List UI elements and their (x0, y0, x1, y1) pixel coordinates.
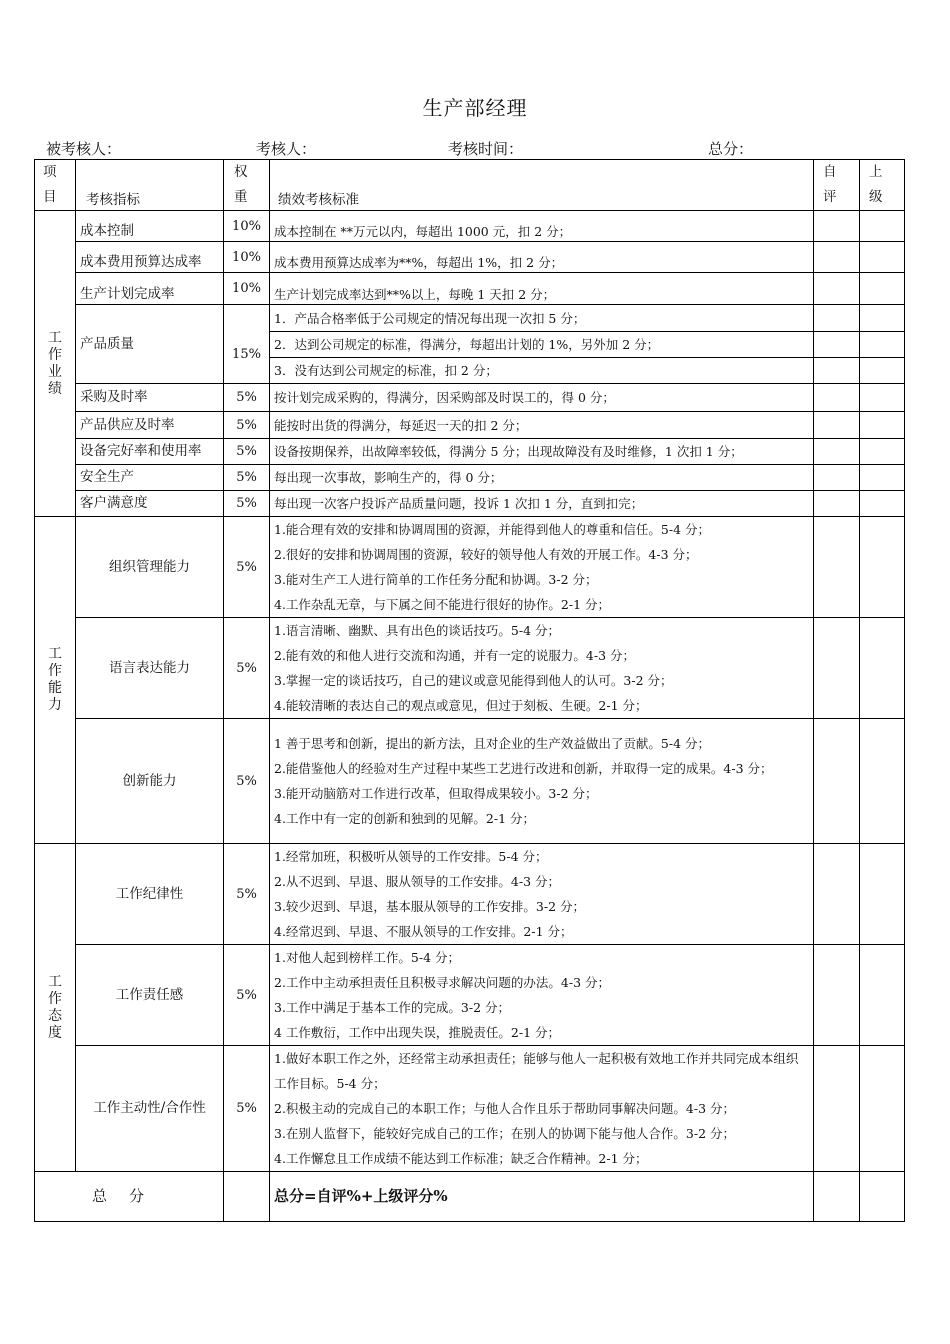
category-char: 工 (48, 646, 62, 662)
indicator-cell: 成本控制 (76, 211, 224, 242)
table-row (35, 945, 905, 1046)
self-eval-cell[interactable] (814, 384, 860, 412)
standard-line: 1.语言清晰、幽默、具有出色的谈话技巧。5-4 分； (274, 623, 561, 638)
header-self-eval (814, 160, 860, 211)
standard-line: 4 工作敷衍，工作中出现失误，推脱责任。2-1 分； (274, 1025, 561, 1040)
category-performance (35, 211, 76, 517)
category-char: 工 (48, 973, 62, 990)
header-sup-line2: 级 (869, 189, 883, 205)
self-eval-cell[interactable] (814, 491, 860, 517)
assessment-table (34, 159, 905, 1222)
header-item (35, 160, 76, 211)
supervisor-eval-cell[interactable] (860, 719, 905, 844)
standard-cell: 设备按期保养，出故障率较低，得满分 5 分；出现故障没有及时维修，1 次扣 1 分； (270, 439, 814, 465)
header-item-line2: 目 (43, 189, 57, 205)
supervisor-eval-cell[interactable] (860, 273, 905, 305)
indicator-cell: 产品供应及时率 (76, 412, 224, 439)
standard-cell: 每出现一次客户投诉产品质量问题，投诉 1 次扣 1 分，直到扣完； (270, 491, 814, 517)
self-eval-cell[interactable] (814, 358, 860, 384)
supervisor-eval-cell[interactable] (860, 844, 905, 945)
category-char: 作 (48, 990, 62, 1007)
header-self-line1: 自 (823, 164, 837, 180)
weight-cell: 5% (224, 1046, 270, 1172)
standard-line: 1.能合理有效的安排和协调周围的资源，并能得到他人的尊重和信任。5-4 分； (274, 522, 711, 537)
indicator-cell: 采购及时率 (76, 384, 224, 412)
self-eval-cell[interactable] (814, 945, 860, 1046)
weight-cell: 10% (224, 211, 270, 242)
self-eval-cell[interactable] (814, 1046, 860, 1172)
standard-line: 1 善于思考和创新，提出的新方法，且对企业的生产效益做出了贡献。5-4 分； (274, 736, 711, 751)
total-formula: 总分=自评%+上级评分% (270, 1172, 814, 1222)
standard-line: 4.工作懈怠且工作成绩不能达到工作标准；缺乏合作精神。2-1 分； (274, 1151, 648, 1166)
category-char: 业 (48, 363, 62, 380)
weight-cell: 5% (224, 465, 270, 491)
page-title: 生产部经理 (422, 96, 528, 120)
category-char: 态 (48, 1007, 62, 1024)
standard-cell: 3．没有达到公司规定的标准，扣 2 分； (270, 358, 814, 384)
category-char: 作 (48, 346, 62, 363)
self-eval-cell[interactable] (814, 211, 860, 242)
table-row (35, 412, 905, 439)
standard-line: 3.能对生产工人进行简单的工作任务分配和协调。3-2 分； (274, 572, 598, 587)
supervisor-eval-cell[interactable] (860, 491, 905, 517)
supervisor-eval-cell[interactable] (860, 242, 905, 273)
supervisor-eval-cell[interactable] (860, 618, 905, 719)
assessee-label: 被考核人： (46, 140, 122, 158)
standard-line: 2.从不迟到、早退、服从领导的工作安排。4-3 分； (274, 874, 561, 889)
standard-cell (270, 517, 814, 618)
header-sup-line1: 上 (869, 164, 883, 180)
total-label: 总分 (35, 1172, 224, 1222)
standard-cell: 成本控制在 **万元以内，每超出 1000 元，扣 2 分； (270, 211, 814, 242)
self-eval-cell[interactable] (814, 273, 860, 305)
standard-cell: 1．产品合格率低于公司规定的情况每出现一次扣 5 分； (270, 305, 814, 332)
standard-line: 2.工作中主动承担责任且积极寻求解决问题的办法。4-3 分； (274, 975, 611, 990)
weight-cell: 10% (224, 273, 270, 305)
weight-cell: 5% (224, 719, 270, 844)
table-row (35, 273, 905, 305)
table-row (35, 439, 905, 465)
category-char: 工 (48, 329, 62, 346)
self-eval-cell[interactable] (814, 305, 860, 332)
total-self-eval-cell[interactable] (814, 1172, 860, 1222)
category-char: 作 (48, 663, 62, 679)
self-eval-cell[interactable] (814, 439, 860, 465)
header-weight (224, 160, 270, 211)
header-standard: 绩效考核标准 (270, 160, 814, 211)
total-score-label: 总分： (708, 140, 754, 158)
table-row (35, 384, 905, 412)
table-row (35, 211, 905, 242)
supervisor-eval-cell[interactable] (860, 332, 905, 358)
standard-cell (270, 618, 814, 719)
self-eval-cell[interactable] (814, 844, 860, 945)
category-char: 力 (48, 697, 62, 713)
category-ability (35, 517, 76, 844)
table-row (35, 242, 905, 273)
header-self-line2: 评 (823, 189, 837, 205)
standard-cell: 2．达到公司规定的标准，得满分，每超出计划的 1%，另外加 2 分； (270, 332, 814, 358)
supervisor-eval-cell[interactable] (860, 211, 905, 242)
table-row (35, 719, 905, 844)
standard-line: 1.经常加班，积极听从领导的工作安排。5-4 分； (274, 849, 548, 864)
standard-line: 1.做好本职工作之外，还经常主动承担责任；能够与他人一起积极有效地工作并共同完成本组织工作目标。5-4 分； (274, 1051, 799, 1091)
standard-cell: 生产计划完成率达到**%以上，每晚 1 天扣 2 分； (270, 273, 814, 305)
standard-line: 1.对他人起到榜样工作。5-4 分； (274, 950, 461, 965)
standard-cell (270, 719, 814, 844)
header-weight-line1: 权 (234, 164, 248, 180)
standard-line: 3.掌握一定的谈话技巧，自己的建议或意见能得到他人的认可。3-2 分； (274, 673, 673, 688)
table-row (35, 465, 905, 491)
indicator-cell: 创新能力 (76, 719, 224, 844)
assessment-time-label: 考核时间： (448, 140, 524, 158)
table-row (35, 618, 905, 719)
self-eval-cell[interactable] (814, 412, 860, 439)
weight-cell: 5% (224, 384, 270, 412)
supervisor-eval-cell[interactable] (860, 439, 905, 465)
self-eval-cell[interactable] (814, 618, 860, 719)
standard-line: 4.工作杂乱无章，与下属之间不能进行很好的协作。2-1 分； (274, 597, 611, 612)
table-row (35, 844, 905, 945)
self-eval-cell[interactable] (814, 719, 860, 844)
header-indicator: 考核指标 (76, 160, 224, 211)
total-row (35, 1172, 905, 1222)
standard-line: 4.工作中有一定的创新和独到的见解。2-1 分； (274, 811, 536, 826)
total-supervisor-eval-cell[interactable] (860, 1172, 905, 1222)
standard-cell: 成本费用预算达成率为**%，每超出 1%，扣 2 分； (270, 242, 814, 273)
supervisor-eval-cell[interactable] (860, 945, 905, 1046)
indicator-cell: 成本费用预算达成率 (76, 242, 224, 273)
supervisor-eval-cell[interactable] (860, 465, 905, 491)
category-char: 绩 (48, 380, 62, 397)
weight-cell: 5% (224, 618, 270, 719)
self-eval-cell[interactable] (814, 465, 860, 491)
standard-line: 3.较少迟到、早退，基本服从领导的工作安排。3-2 分； (274, 899, 586, 914)
header-item-line1: 项 (43, 164, 57, 180)
supervisor-eval-cell[interactable] (860, 517, 905, 618)
category-attitude (35, 844, 76, 1172)
supervisor-eval-cell[interactable] (860, 412, 905, 439)
standard-line: 2.积极主动的完成自己的本职工作；与他人合作且乐于帮助同事解决问题。4-3 分； (274, 1101, 736, 1116)
self-eval-cell[interactable] (814, 517, 860, 618)
standard-cell (270, 945, 814, 1046)
standard-cell: 能按时出货的得满分，每延迟一天的扣 2 分； (270, 412, 814, 439)
supervisor-eval-cell[interactable] (860, 305, 905, 332)
indicator-cell: 设备完好率和使用率 (76, 439, 224, 465)
indicator-cell: 语言表达能力 (76, 618, 224, 719)
standard-line: 3.在别人监督下，能较好完成自己的工作；在别人的协调下能与他人合作。3-2 分； (274, 1126, 736, 1141)
standard-cell (270, 1046, 814, 1172)
table-header-row (35, 160, 905, 211)
weight-cell: 5% (224, 439, 270, 465)
indicator-cell: 工作责任感 (76, 945, 224, 1046)
indicator-cell: 安全生产 (76, 465, 224, 491)
header-weight-line2: 重 (234, 189, 248, 205)
table-row (35, 1046, 905, 1172)
supervisor-eval-cell[interactable] (860, 358, 905, 384)
category-char: 度 (48, 1024, 62, 1041)
self-eval-cell[interactable] (814, 242, 860, 273)
assessor-label: 考核人： (256, 140, 317, 158)
indicator-cell: 产品质量 (76, 305, 224, 384)
supervisor-eval-cell[interactable] (860, 384, 905, 412)
self-eval-cell[interactable] (814, 332, 860, 358)
weight-cell: 5% (224, 491, 270, 517)
standard-line: 2.能借鉴他人的经验对生产过程中某些工艺进行改进和创新，并取得一定的成果。4-3 分； (274, 761, 773, 776)
standard-line: 4.能较清晰的表达自己的观点或意见，但过于刻板、生硬。2-1 分； (274, 698, 648, 713)
weight-cell: 5% (224, 412, 270, 439)
standard-cell: 每出现一次事故，影响生产的，得 0 分； (270, 465, 814, 491)
weight-cell: 5% (224, 517, 270, 618)
weight-cell: 15% (224, 305, 270, 384)
category-char: 能 (48, 680, 62, 696)
header-supervisor (860, 160, 905, 211)
standard-line: 3.工作中满足于基本工作的完成。3-2 分； (274, 1000, 511, 1015)
standard-line: 2.很好的安排和协调周围的资源，较好的领导他人有效的开展工作。4-3 分； (274, 547, 698, 562)
total-weight-cell[interactable] (224, 1172, 270, 1222)
indicator-cell: 组织管理能力 (76, 517, 224, 618)
indicator-cell: 工作主动性/合作性 (76, 1046, 224, 1172)
indicator-cell: 生产计划完成率 (76, 273, 224, 305)
indicator-cell: 客户满意度 (76, 491, 224, 517)
indicator-cell: 工作纪律性 (76, 844, 224, 945)
weight-cell: 5% (224, 844, 270, 945)
table-row (35, 517, 905, 618)
weight-cell: 10% (224, 242, 270, 273)
standard-cell (270, 844, 814, 945)
supervisor-eval-cell[interactable] (860, 1046, 905, 1172)
standard-line: 3.能开动脑筋对工作进行改革，但取得成果较小。3-2 分； (274, 786, 598, 801)
standard-line: 2.能有效的和他人进行交流和沟通，并有一定的说服力。4-3 分； (274, 648, 636, 663)
table-row (35, 305, 905, 332)
standard-cell: 按计划完成采购的，得满分，因采购部及时误工的，得 0 分； (270, 384, 814, 412)
standard-line: 4.经常迟到、早退、不服从领导的工作安排。2-1 分； (274, 924, 573, 939)
weight-cell: 5% (224, 945, 270, 1046)
table-row (35, 491, 905, 517)
